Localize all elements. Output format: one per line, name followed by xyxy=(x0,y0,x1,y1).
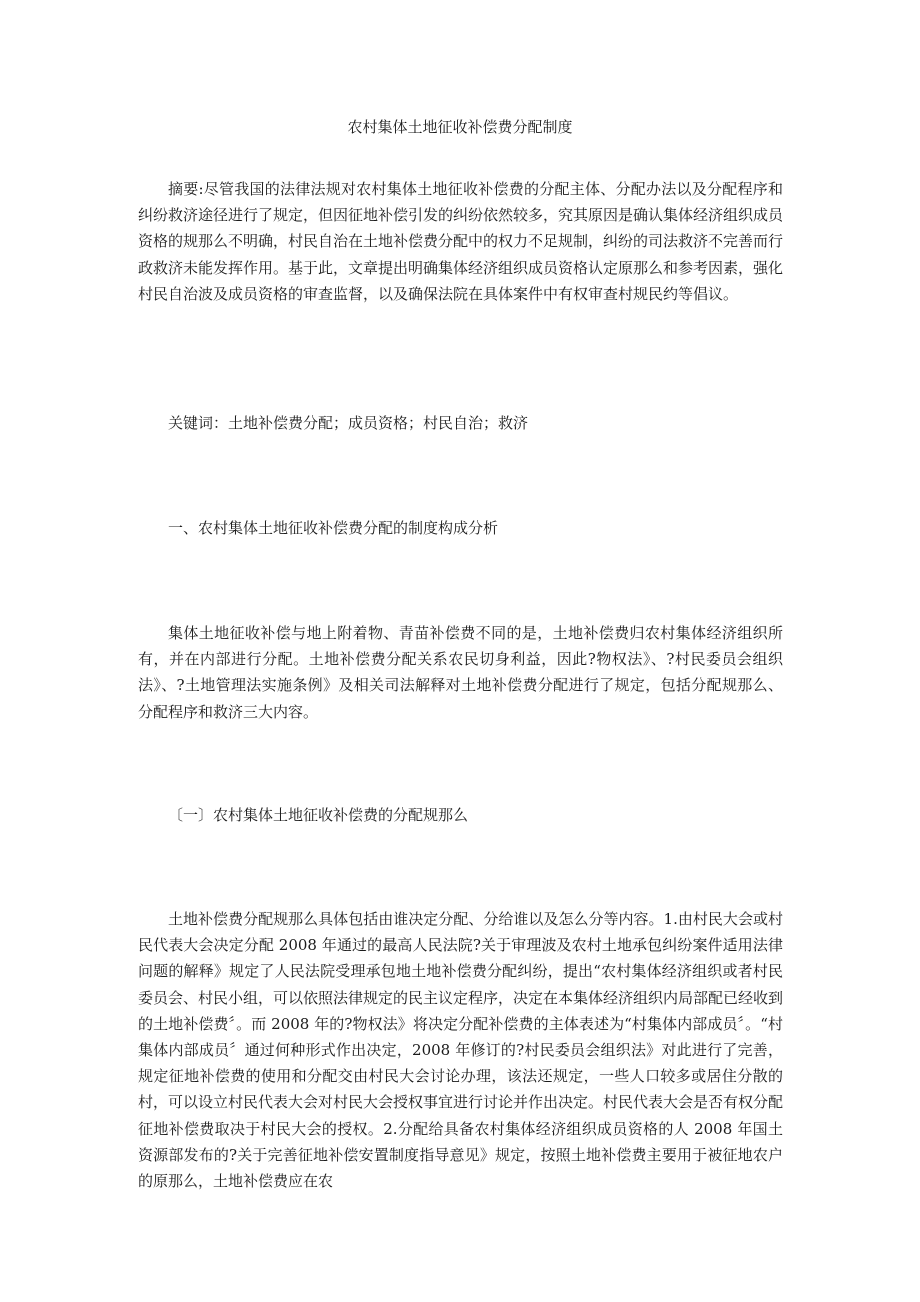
subsection-heading: 〔一〕农村集体土地征收补偿费的分配规那么 xyxy=(168,806,469,824)
document-title: 农村集体土地征收补偿费分配制度 xyxy=(347,118,573,136)
body-paragraph: 土地补偿费分配规那么具体包括由谁决定分配、分给谁以及怎么分等内容。1.由村民大会或村民代表大会决定分配 2008 年通过的最高人民法院?关于审理波及农村土地承包纠纷案件适用法律问题的解释》规定了人民法院受理承包地土地补偿费分配纠纷，提出“农村集体经济组织或者村民委员会、村民小组，可以依照法律规定的民主议定程序，决定在本集体经济组织内局部配已经收到的土地补偿费〞。而 2008 年的?物权法》将决定分配补偿费的主体表述为“村集体内部成员〞。“村集体内部成员〞通过何种形式作出决定，2008 年修订的?村民委员会组织法》对此进行了完善，规定征地补偿费的使用和分配交由村民大会讨论办理，该法还规定，一些人口较多或居住分散的村，可以设立村民代表大会对村民大会授权事宜进行讨论并作出决定。村民代表大会是否有权分配征地补偿费取决于村民大会的授权。2.分配给具备农村集体经济组织成员资格的人 2008 年国土资源部发布的?关于完善征地补偿安置制度指导意见》规定，按照土地补偿费主要用于被征地农户的原那么，土地补偿费应在农 xyxy=(138,910,784,1191)
body-paragraph: 集体土地征收补偿与地上附着物、青苗补偿费不同的是，土地补偿费归农村集体经济组织所有，并在内部进行分配。土地补偿费分配关系农民切身利益，因此?物权法》、?村民委员会组织法》、?土地管理法实施条例》及相关司法解释对土地补偿费分配进行了规定，包括分配规那么、分配程序和救济三大内容。 xyxy=(138,624,783,721)
section-heading: 一、农村集体土地征收补偿费分配的制度构成分析 xyxy=(168,519,499,537)
keywords-line: 关键词：土地补偿费分配；成员资格；村民自治；救济 xyxy=(168,414,529,432)
abstract-text: 尽管我国的法律法规对农村集体土地征收补偿费的分配主体、分配办法以及分配程序和纠纷救济途径进行了规定，但因征地补偿引发的纠纷依然较多，究其原因是确认集体经济组织成员资格的规那么不明确，村民自治在土地补偿费分配中的权力不足规制，纠纷的司法救济不完善而行政救济未能发挥作用。基于此，文章提出明确集体经济组织成员资格认定原那么和参考因素，强化村民自治波及成员资格的审查监督，以及确保法院在具体案件中有权审查村规民约等倡议。 xyxy=(138,180,784,303)
abstract-label: 摘要: xyxy=(168,180,204,198)
abstract-paragraph xyxy=(138,176,783,307)
